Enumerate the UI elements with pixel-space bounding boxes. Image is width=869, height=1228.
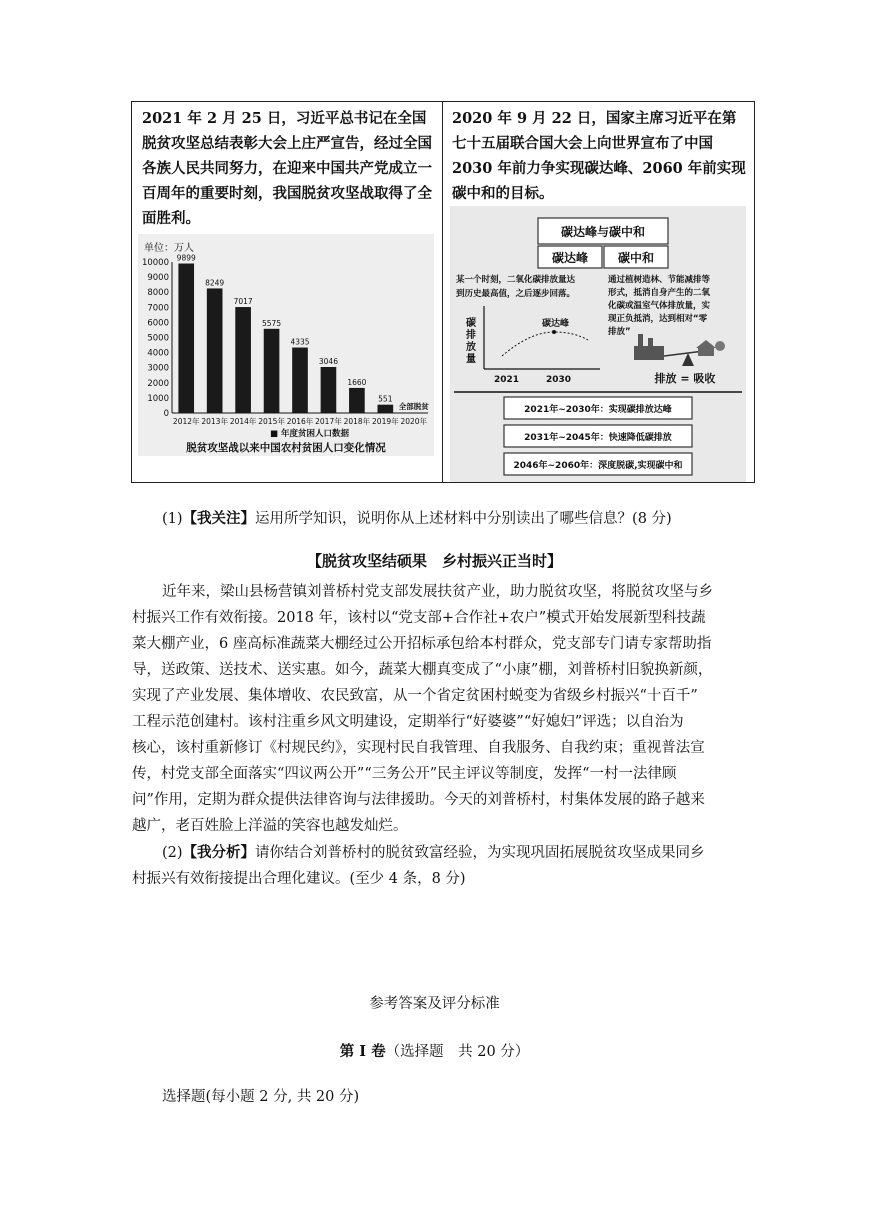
carbon-figure xyxy=(450,206,746,482)
curve-axis-label xyxy=(465,316,479,365)
bar-value-label: 3046 xyxy=(318,357,338,367)
question-1-text: 运用所学知识，说明你从上述材料中分别读出了哪些信息？(8 分) xyxy=(255,511,672,527)
y-tick-label: 9000 xyxy=(147,273,169,284)
question-2-line: 村振兴有效衔接提出合理化建议。(至少 4 条，8 分) xyxy=(132,871,466,887)
chart-bar xyxy=(178,264,194,413)
peak-point xyxy=(552,330,556,334)
section-title: 【脱贫攻坚结硕果 乡村振兴正当时】 xyxy=(306,552,562,570)
passage-line: 村振兴工作有效衔接。2018 年，该村以“党支部+合作社+农户”模式开始发展新型科技蔬 xyxy=(132,610,706,626)
curve-peak-label: 碳达峰 xyxy=(542,319,570,329)
y-tick-label: 4000 xyxy=(147,348,169,359)
y-tick-label: 1000 xyxy=(147,393,169,404)
y-tick-label: 8000 xyxy=(147,288,169,299)
x-tick-label: 2020年 xyxy=(400,417,428,426)
stage-text: 2031年~2045年：快速降低碳排放 xyxy=(524,433,672,443)
passage-line: 工程示范创建村。该村注重乡风文明建设，定期举行“好婆婆”“好媳妇”评选；以自治为 xyxy=(132,714,684,730)
chart-bar xyxy=(321,367,337,413)
all-lifted-annotation: 全部脱贫 xyxy=(398,402,429,411)
poverty-chart xyxy=(138,234,434,456)
chart-unit-label: 单位：万人 xyxy=(144,243,194,254)
curve-axis-char: 量 xyxy=(466,354,476,365)
chart-bar xyxy=(264,329,280,413)
passage-line: 导，送政策、送技术、送实惠。如今，蔬菜大棚真变成了“小康”棚，刘普桥村旧貌换新颜， xyxy=(132,662,713,678)
passage-line: 近年来，梁山县杨营镇刘普桥村党支部发展扶贫产业，助力脱贫攻坚，将脱贫攻坚与乡 xyxy=(162,584,713,600)
bar-value-label: 7017 xyxy=(233,297,253,307)
neutral-desc-line: 排放” xyxy=(608,327,631,337)
chart-bar xyxy=(207,288,223,413)
table-divider xyxy=(442,102,443,482)
curve-axis-char: 排 xyxy=(466,330,476,341)
x-tick-label: 2017年 xyxy=(315,417,342,426)
passage-line: 问”作用，定期为群众提供法律咨询与法律援助。今天的刘普桥村，村集体发展的路子越来 xyxy=(132,792,705,808)
x-tick-label: 2014年 xyxy=(229,417,257,426)
factory-icon xyxy=(634,334,664,360)
volume-heading xyxy=(0,1040,869,1061)
volume-title: 第 I 卷 xyxy=(339,1043,386,1060)
bar-value-label: 9899 xyxy=(176,253,196,263)
passage-line: 核心，该村重新修订《村规民约》，实现村民自我管理、自我服务、自我约束；重视普法宣 xyxy=(132,740,705,756)
curve-axis-char: 放 xyxy=(466,342,476,353)
question-2-number: (2) xyxy=(162,845,183,861)
bar-value-label: 8249 xyxy=(205,278,225,288)
answer-heading: 参考答案及评分标准 xyxy=(369,996,500,1012)
emission-curve xyxy=(502,332,588,356)
question-2-tag: 【我分析】 xyxy=(182,844,256,861)
chart-bar xyxy=(349,388,365,413)
x-tick-label: 2018年 xyxy=(343,417,371,426)
bar-value-label: 1660 xyxy=(347,377,367,387)
material-table xyxy=(131,101,755,483)
passage-line: 实现了产业发展、集体增收、农民致富，从一个省定贫困村蜕变为省级乡村振兴“十百千” xyxy=(132,688,698,704)
question-1-tag: 【我关注】 xyxy=(182,510,256,527)
question-2-text: 请你结合刘普桥村的脱贫致富经验，为实现巩固拓展脱贫攻坚成果同乡 xyxy=(255,845,705,861)
bar-value-label: 4335 xyxy=(290,337,310,347)
passage-line: 菜大棚产业，6 座高标准蔬菜大棚经过公开招标承包给本村群众，党支部专门请专家帮助指 xyxy=(132,636,712,652)
chart-bar xyxy=(378,405,394,413)
right-cell-text: 2020 年 9 月 22 日，国家主席习近平在第七十五届联合国大会上向世界宣布了中国 2030 年前力争实现碳达峰、2060 年前实现碳中和的目标。 xyxy=(452,110,746,202)
peak-label: 碳达峰 xyxy=(551,251,589,265)
y-tick-label: 10000 xyxy=(141,258,169,268)
question-1-number: (1) xyxy=(162,511,183,527)
chart-legend: ■ 年度贫困人口数据 xyxy=(270,429,349,439)
y-tick-label: 3000 xyxy=(147,363,169,374)
stage-text: 2046年~2060年：深度脱碳,实现碳中和 xyxy=(513,461,683,471)
balance-label: 排放 = 吸收 xyxy=(654,372,716,385)
stage-text: 2021年~2030年：实现碳排放达峰 xyxy=(524,405,672,415)
choice-note: 选择题(每小题 2 分, 共 20 分) xyxy=(162,1089,360,1105)
volume-sub: （选择题 共 20 分） xyxy=(385,1044,530,1060)
carbon-figure-svg xyxy=(450,206,746,482)
y-tick-label: 6000 xyxy=(147,318,169,329)
y-tick-label: 0 xyxy=(163,409,169,419)
question-1 xyxy=(162,506,762,532)
carbon-title: 碳达峰与碳中和 xyxy=(560,225,646,239)
passage-line: 传，村党支部全面落实“四议两公开”“三务公开”民主评议等制度，发挥“一村一法律顾 xyxy=(132,766,677,782)
year-label: 2030 xyxy=(546,375,572,385)
question-2-line xyxy=(132,840,756,866)
x-tick-label: 2016年 xyxy=(286,417,314,426)
chart-caption: 脱贫攻坚战以来中国农村贫困人口变化情况 xyxy=(186,442,386,454)
y-tick-label: 2000 xyxy=(147,378,169,389)
bar-value-label: 551 xyxy=(378,394,393,404)
neutral-desc-line: 形式，抵消自身产生的二氧 xyxy=(608,288,711,298)
passage xyxy=(132,579,756,839)
house-tree-icon xyxy=(696,340,725,356)
x-tick-label: 2012年 xyxy=(172,417,200,426)
poverty-chart-svg xyxy=(138,234,434,456)
peak-desc-line: 某一个时刻，二氧化碳排放量达 xyxy=(456,275,576,285)
x-tick-label: 2013年 xyxy=(201,417,228,426)
passage-line: 越广，老百姓脸上洋溢的笑容也越发灿烂。 xyxy=(132,818,408,834)
neutral-desc-line: 现正负抵消，达到相对“零 xyxy=(608,314,708,324)
y-tick-label: 7000 xyxy=(147,303,169,314)
neutral-desc-line: 化碳或温室气体排放量，实 xyxy=(608,301,711,311)
x-tick-label: 2019年 xyxy=(372,417,399,426)
y-tick-label: 5000 xyxy=(147,333,169,344)
neutral-label: 碳中和 xyxy=(617,251,655,265)
question-2 xyxy=(132,840,756,892)
bar-value-label: 5575 xyxy=(262,318,282,328)
x-tick-label: 2015年 xyxy=(258,417,285,426)
left-cell-text: 2021 年 2 月 25 日，习近平总书记在全国脱贫攻坚总结表彰大会上庄严宣告，经过全国各族人民共同努力，在迎来中国共产党成立一百周年的重要时刻，我国脱贫攻坚战取得了全面胜利。 xyxy=(142,110,432,227)
curve-axis-char: 碳 xyxy=(466,318,476,329)
year-label: 2021 xyxy=(494,375,520,385)
chart-bar xyxy=(235,307,251,413)
peak-desc-line: 到历史最高值，之后逐步回落。 xyxy=(456,289,576,299)
chart-bar xyxy=(292,348,308,413)
neutral-desc-line: 通过植树造林、节能减排等 xyxy=(608,275,711,285)
